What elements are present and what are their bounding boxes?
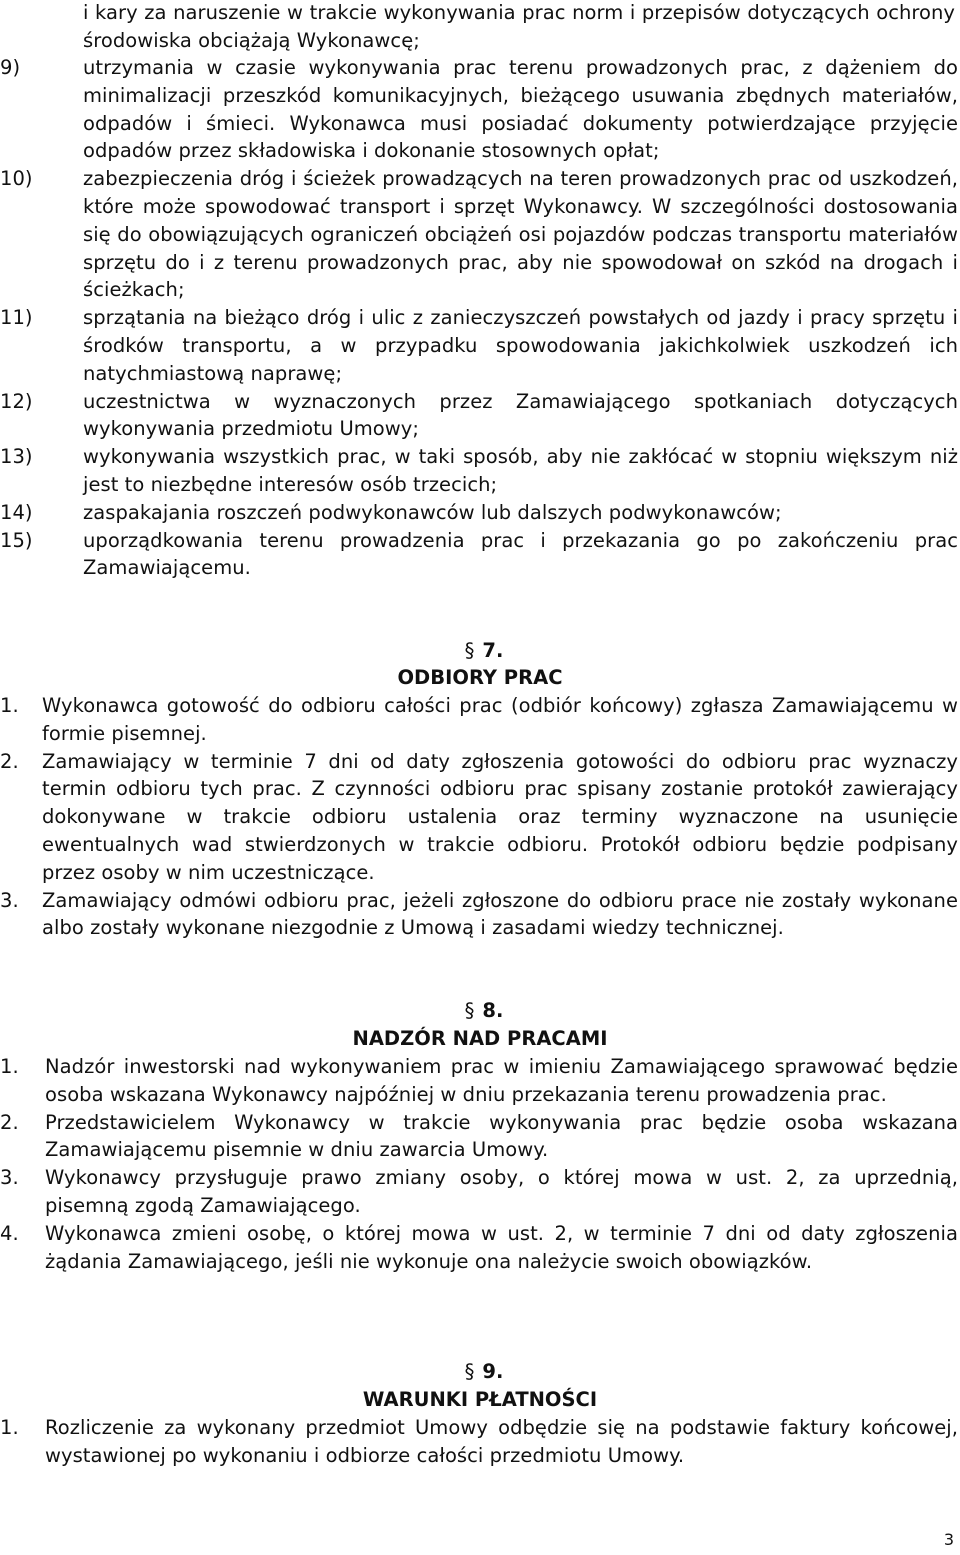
list-item	[0, 887, 958, 943]
paragraph-sign: §	[464, 999, 475, 1022]
section-title: WARUNKI PŁATNOŚCI	[362, 1388, 598, 1411]
list-item-text: Wykonawca gotowość do odbioru całości prac (odbiór końcowy) zgłasza Zamawiającemu w formie pisemnej.	[42, 694, 958, 745]
list-item-text: Zamawiający w terminie 7 dni od daty zgłoszenia gotowości do odbioru prac wyznaczy termin odbioru tych prac. Z czynności odbioru prac spisany zostanie protokół zawierający dokonywane w trakcie odbioru ustalenia oraz terminy wyznaczone na usunięcie ewentualnych wad stwierdzonych w trakcie odbioru. Protokół odbioru będzie podpisany przez osoby w nim uczestniczące.	[42, 749, 958, 884]
list-item-text: Wykonawca zmieni osobę, o której mowa w ust. 2, w terminie 7 dni od daty zgłoszenia żądania Zamawiającego, jeśli nie wykonuje ona należycie swoich obowiązków.	[45, 1221, 958, 1273]
list-item	[0, 443, 958, 499]
section-items	[0, 1414, 958, 1470]
list-item	[0, 499, 958, 527]
list-item-text: zaspakajania roszczeń podwykonawców lub dalszych podwykonawców;	[83, 500, 782, 524]
section-items	[0, 1053, 958, 1275]
section-number: 7.	[482, 639, 504, 662]
section-number: 9.	[482, 1360, 504, 1383]
list-item-text: wykonywania wszystkich prac, w taki sposób, aby nie zakłócać w stopniu większym niż jest to niezbędne interesów osób trzecich;	[83, 445, 958, 496]
list-item-number: 9)	[0, 56, 21, 79]
section-number: 8.	[482, 999, 504, 1022]
list-item-number: 1.	[0, 1416, 19, 1439]
list-item-text: Rozliczenie za wykonany przedmiot Umowy odbędzie się na podstawie faktury końcowej, wystawionej po wykonaniu i odbiorze całości przedmiotu Umowy.	[45, 1416, 958, 1467]
list-item-text: Wykonawcy przysługuje prawo zmiany osoby, o której mowa w ust. 2, za uprzednią, pisemną zgodą Zamawiającego.	[45, 1166, 958, 1217]
section-title: ODBIORY PRAC	[397, 666, 563, 689]
list-item-number: 15)	[0, 528, 33, 552]
list-item-number: 13)	[0, 445, 33, 469]
list-item-text: utrzymania w czasie wykonywania prac terenu prowadzonych prac, z dążeniem do minimalizacji przeszkód komunikacyjnych, bieżącego usuwania zbędnych materiałów, odpadów i śmieci. Wykonawca musi posiadać dokumenty potwierdzające przyjęcie odpadów przez składowiska i dokonanie stosownych opłat;	[83, 56, 958, 163]
list-item-text: Zamawiający odmówi odbioru prac, jeżeli zgłoszone do odbioru prace nie zostały wykonane albo zostały wykonane niezgodnie z Umową i zasadami wiedzy technicznej.	[42, 888, 958, 940]
obligations-list	[0, 54, 958, 582]
paragraph-continuation: i kary za naruszenie w trakcie wykonywania prac norm i przepisów dotyczących ochrony środowiska obciążają Wykonawcę;	[83, 1, 955, 52]
list-item	[0, 165, 958, 304]
list-item	[0, 304, 958, 387]
list-item-number: 11)	[0, 306, 33, 330]
list-item	[0, 692, 958, 748]
list-item	[0, 1220, 958, 1276]
paragraph-sign: §	[464, 639, 475, 662]
list-item	[0, 1109, 958, 1165]
list-item-number: 10)	[0, 167, 33, 191]
list-item-text: Przedstawicielem Wykonawcy w trakcie wykonywania prac będzie osoba wskazana Zamawiającemu pisemnie w dniu zawarcia Umowy.	[45, 1110, 958, 1162]
list-item-number: 1.	[0, 1055, 19, 1078]
section-items	[0, 692, 958, 942]
list-item-text: uczestnictwa w wyznaczonych przez Zamawiającego spotkaniach dotyczących wykonywania przedmiotu Umowy;	[83, 389, 958, 441]
list-item	[0, 388, 958, 444]
list-item-text: uporządkowania terenu prowadzenia prac i przekazania go po zakończeniu prac Zamawiającemu.	[83, 528, 958, 580]
list-item	[0, 54, 958, 165]
list-item	[0, 1164, 958, 1220]
section-title: NADZÓR NAD PRACAMI	[352, 1027, 608, 1050]
list-item-text: zabezpieczenia dróg i ścieżek prowadzących na teren prowadzonych prac od uszkodzeń, które może spowodować transport i sprzęt Wykonawcy. W szczególności dostosowania się do obowiązujących ograniczeń obciążeń osi pojazdów podczas transportu materiałów sprzętu do i z terenu prowadzonych prac, aby nie spowodował on szkód na drogach i ścieżkach;	[83, 167, 958, 302]
list-item-number: 14)	[0, 500, 33, 524]
list-item	[0, 1053, 958, 1109]
list-item	[0, 748, 958, 887]
list-item-number: 2.	[0, 1110, 19, 1134]
list-item-number: 4.	[0, 1221, 19, 1245]
list-item-number: 12)	[0, 389, 33, 413]
section-number-heading	[0, 1358, 960, 1386]
list-item	[0, 1414, 958, 1470]
list-item-text: sprzątania na bieżąco dróg i ulic z zanieczyszczeń powstałych od jazdy i pracy sprzętu i środków transportu, a w przypadku spowodowania jakichkolwiek uszkodzeń ich natychmiastową naprawę;	[83, 306, 958, 385]
paragraph-sign: §	[464, 1360, 475, 1383]
list-item	[0, 527, 958, 583]
list-item-number: 2.	[0, 749, 19, 773]
section-number-heading	[0, 637, 960, 665]
section-number-heading	[0, 997, 960, 1025]
list-item-number: 3.	[0, 1166, 19, 1190]
list-item-number: 1.	[0, 694, 19, 717]
list-item-number: 3.	[0, 888, 19, 912]
page-number: 3	[943, 1530, 954, 1549]
list-item-text: Nadzór inwestorski nad wykonywaniem prac w imieniu Zamawiającego sprawować będzie osoba wskazana Wykonawcy najpóźniej w dniu przekazania terenu prowadzenia prac.	[45, 1055, 958, 1106]
